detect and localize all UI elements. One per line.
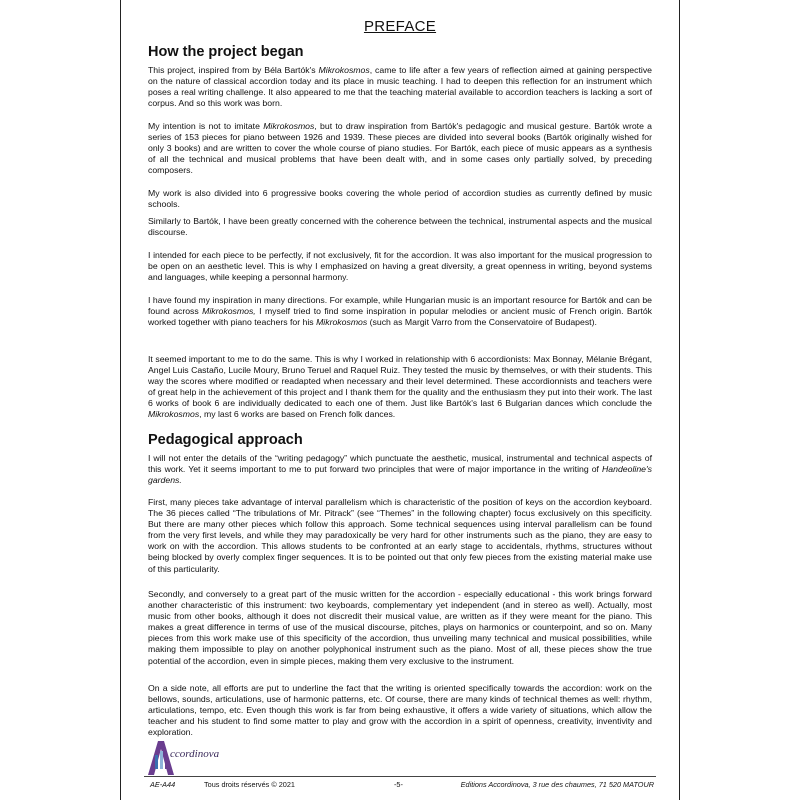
text-run: I myself tried to find some inspiration in popular melodies or ancient music of French origin. Bartók worked together with piano teachers for his <box>148 306 653 328</box>
logo-bar-3 <box>165 757 168 769</box>
document-page <box>120 0 680 800</box>
accordinova-logo <box>144 737 234 777</box>
footer-code: AE-A44 <box>150 780 176 789</box>
paragraph-s1-p4 <box>148 216 652 238</box>
text-run: , came to life after a few years of reflection aimed at gaining perspective on the nature of classical accordion today and its place in music teaching. I had to deepen this reflection for an instrument which poses a real writing challenge. It also appeared to me that the teaching material available to accordion teachers is lacking a sort of corpus. And so this work was born. <box>148 65 652 109</box>
text-run: , but to draw inspiration from Bartók's pedagogic and musical gesture. Bartók wrote a series of 153 pieces for piano between 1926 and 1939. These pieces are divided into several books (Bartók originally wished for only 3 books) and are written to cover the whole course of piano studies. For Bartók, each piece of music appears as a synthesis of all the technical and musical problems that have been dealt with, and in some cases only partially solved, by preceding composers. <box>148 121 653 176</box>
text-run: My intention is not to imitate <box>148 121 264 131</box>
text-run: I will not enter the details of the “writing pedagogy” which punctuate the aesthetic, musical, instrumental and technical aspects of this work. Yet it seems important to me to put forward two principles that were of major importance in the writing of <box>148 453 652 475</box>
text-run: , my last 6 works are based on French folk dances. <box>199 409 396 420</box>
italic-title: Mikrokosmos <box>318 65 370 75</box>
paragraph-s2-p3 <box>148 589 652 667</box>
logo-bar-2 <box>160 751 163 769</box>
text-run: (such as Margit Varro from the Conservatoire of Budapest). <box>367 317 597 328</box>
italic-title: Mikrokosmos <box>316 317 368 328</box>
footer-publisher: Editions Accordinova, 3 rue des chaumes, 71 520 MATOUR <box>460 780 654 789</box>
text-run: My work is also divided into 6 progressive books covering the whole period of accordion studies as currently defined by music schools. <box>148 188 652 210</box>
section-heading-pedagogical-approach: Pedagogical approach <box>148 432 303 448</box>
italic-title: Mikrokosmos <box>148 409 200 420</box>
page-title: PREFACE <box>363 18 437 35</box>
text-run: It seemed important to me to do the same. This is why I worked in relationship with 6 accordionists: Max Bonnay, Mélanie Brégant, Angel Luis Castaño, Lucile Moury, Bruno Teruel and Raquel Ruiz. They tested the music by themselves, or with their students. This way the scores where modified or readapted when necessary and their level determined. These accordionnists and teachers were of great help in the achievement of this project and I thank them for the quality and the enthusiasm they put into their work. The last 6 works of book 6 are individually dedicated to each one of them. Just like Bartók's last 6 Bulgarian dances which conclude the <box>148 354 652 409</box>
footer-rights: Tous droits réservés © 2021 <box>204 780 295 789</box>
paragraph-s2-p2 <box>148 497 652 575</box>
paragraph-s1-p5 <box>148 250 652 283</box>
footer-rule <box>144 776 656 777</box>
paragraph-s1-p3 <box>148 188 652 210</box>
italic-title: Handeoline's gardens. <box>148 464 652 486</box>
text-run: First, many pieces take advantage of interval parallelism which is characteristic of the position of keys on the accordion keyboard. The 36 pieces called “The tribulations of Mr. Pitrack” (see “Themes” in the following chapter) focus exclusively on this specificity. But there are many other pieces which follow this approach. Some technical sequences using interval parallelism can be found from the very first levels, and while they may paradoxically be very hard for other instruments such as the piano, they are easy to work on with the accordion. This allows students to be confronted at an early stage to accidentals, rhythms, structures without being blocked by overly complex finger sequences. It is to be pointed out that only few pieces from the existing material make use of this particularity. <box>148 497 652 574</box>
logo-graphic <box>144 737 234 777</box>
italic-title: Mikrokosmos, <box>202 306 256 317</box>
text-run: I have found my inspiration in many directions. For example, while Hungarian music is an important resource for Bartók and can be found across <box>148 295 652 317</box>
logo-wordmark: ccordinova <box>170 748 220 760</box>
italic-title: Mikrokosmos <box>263 121 315 131</box>
text-run: Similarly to Bartók, I have been greatly concerned with the coherence between the technical, instrumental aspects and the musical discourse. <box>148 216 652 238</box>
paragraph-s1-p2 <box>148 121 652 176</box>
paragraph-s2-p1 <box>148 453 652 486</box>
section-heading-how-project-began: How the project began <box>148 44 304 60</box>
logo-bar-1 <box>155 755 158 769</box>
text-run: On a side note, all efforts are put to underline the fact that the writing is oriented specifically towards the accordion: work on the bellows, sounds, articulations, use of harmonic patterns, etc. Of course, there are many kinds of technical themes as well: rhythm, articulations, tempo, etc. Even though this work is far from being exhaustive, it offers a wide variety of situations, which allow the teacher and his student to find some matter to play and grow with the accordion in a spirit of openness, creativity, inventivity and exploration. <box>148 683 652 738</box>
text-run: Secondly, and conversely to a great part of the music written for the accordion - especially educational - this work brings forward another characteristic of this instrument: two keyboards, complementary yet independent (and in stereo as well). Actually, most music from other books, although it does not discredit their musical value, are written as if they were meant for the piano. This makes a great difference in terms of use of the musical discourse, pitches, plays on harmonics or counterpoint, and so on. Many pieces from this work make use of this specificity of the accordion, thus unveiling many technical and musical possibilities, while making them impossible to play on another polyphonical instrument such as the piano. Most of all, these pieces show the true potential of the accordion, even in simple pieces, making them very exclusive to the instrument. <box>148 589 652 666</box>
paragraph-s1-p6 <box>148 295 652 328</box>
paragraph-s2-p4 <box>148 683 652 738</box>
text-run: I intended for each piece to be perfectly, if not exclusively, fit for the accordion. It was also important for the musical progression to be open on an aesthetic level. This is why I emphasized on having a great diversity, a great openness in writing, beyond systems and languages, while keeping a personnal harmony. <box>148 250 652 283</box>
paragraph-s1-p1 <box>148 65 652 109</box>
paragraph-s1-p7 <box>148 354 652 421</box>
footer-page-number: -5- <box>394 780 403 789</box>
text-run: This project, inspired from by Béla Bartók's <box>148 65 319 75</box>
